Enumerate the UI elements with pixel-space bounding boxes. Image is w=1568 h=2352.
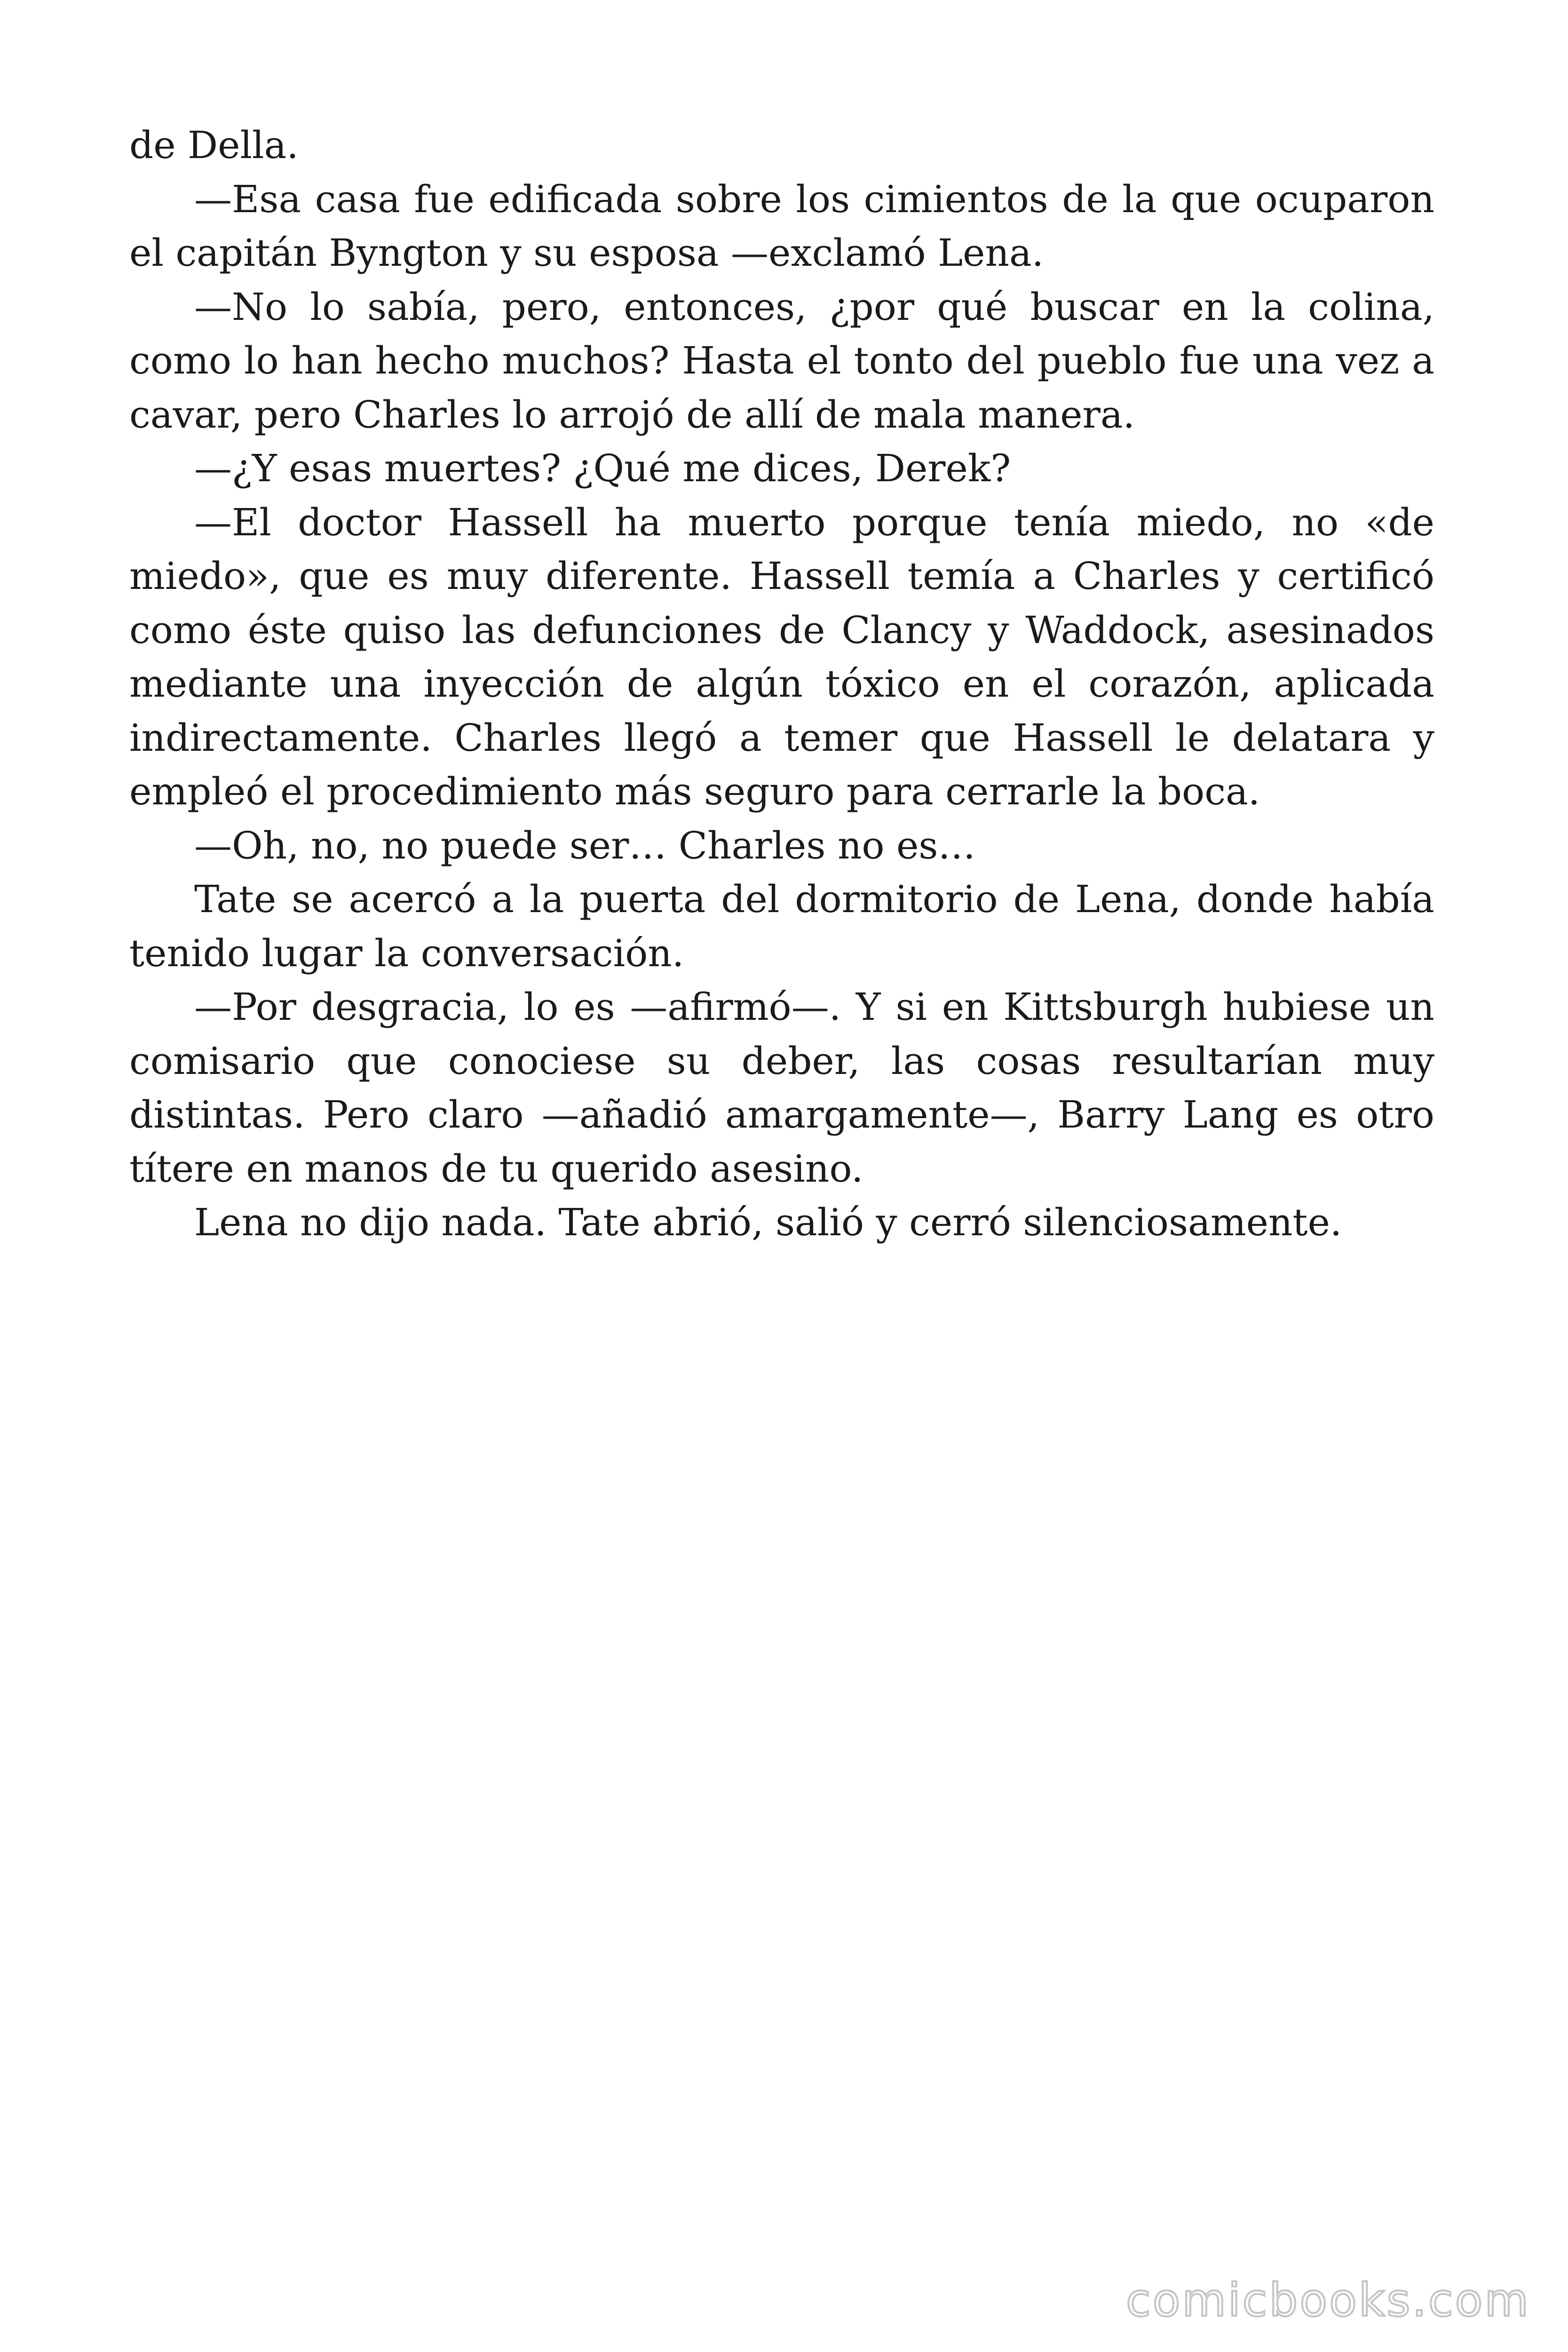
paragraph: —Esa casa fue edificada sobre los cimientos de la que ocuparon el capitán Byngton y su esposa —exclamó Lena. (129, 177, 1434, 275)
paragraph: —Oh, no, no puede ser… Charles no es… (194, 823, 976, 867)
paragraph: Tate se acercó a la puerta del dormitorio de Lena, donde había tenido lugar la conversación. (129, 877, 1434, 975)
paragraph: Lena no dijo nada. Tate abrió, salió y cerró silenciosamente. (194, 1200, 1342, 1244)
paragraph: —Por desgracia, lo es —afirmó—. Y si en Kittsburgh hubiese un comisario que conociese su deber, las cosas resultarían muy distintas. Pero claro —añadió amargamente—, Barry Lang es otro títere en manos de tu querido asesino. (129, 985, 1434, 1191)
paragraph: —¿Y esas muertes? ¿Qué me dices, Derek? (194, 446, 1011, 490)
paragraph-continuation: de Della. (129, 123, 299, 167)
body-text (129, 119, 1434, 1250)
watermark: comicbooks.com (1125, 2274, 1530, 2327)
paragraph: —No lo sabía, pero, entonces, ¿por qué buscar en la colina, como lo han hecho muchos? Hasta el tonto del pueblo fue una vez a cavar, pero Charles lo arrojó de allí de mala manera. (129, 285, 1434, 437)
paragraph: —El doctor Hassell ha muerto porque tenía miedo, no «de miedo», que es muy diferente. Hassell temía a Charles y certificó como éste quiso las defunciones de Clancy y Waddock, asesinados mediante una inyección de algún tóxico en el corazón, aplicada indirectamente. Charles llegó a temer que Hassell le delatara y empleó el procedimiento más seguro para cerrarle la boca. (129, 500, 1434, 813)
